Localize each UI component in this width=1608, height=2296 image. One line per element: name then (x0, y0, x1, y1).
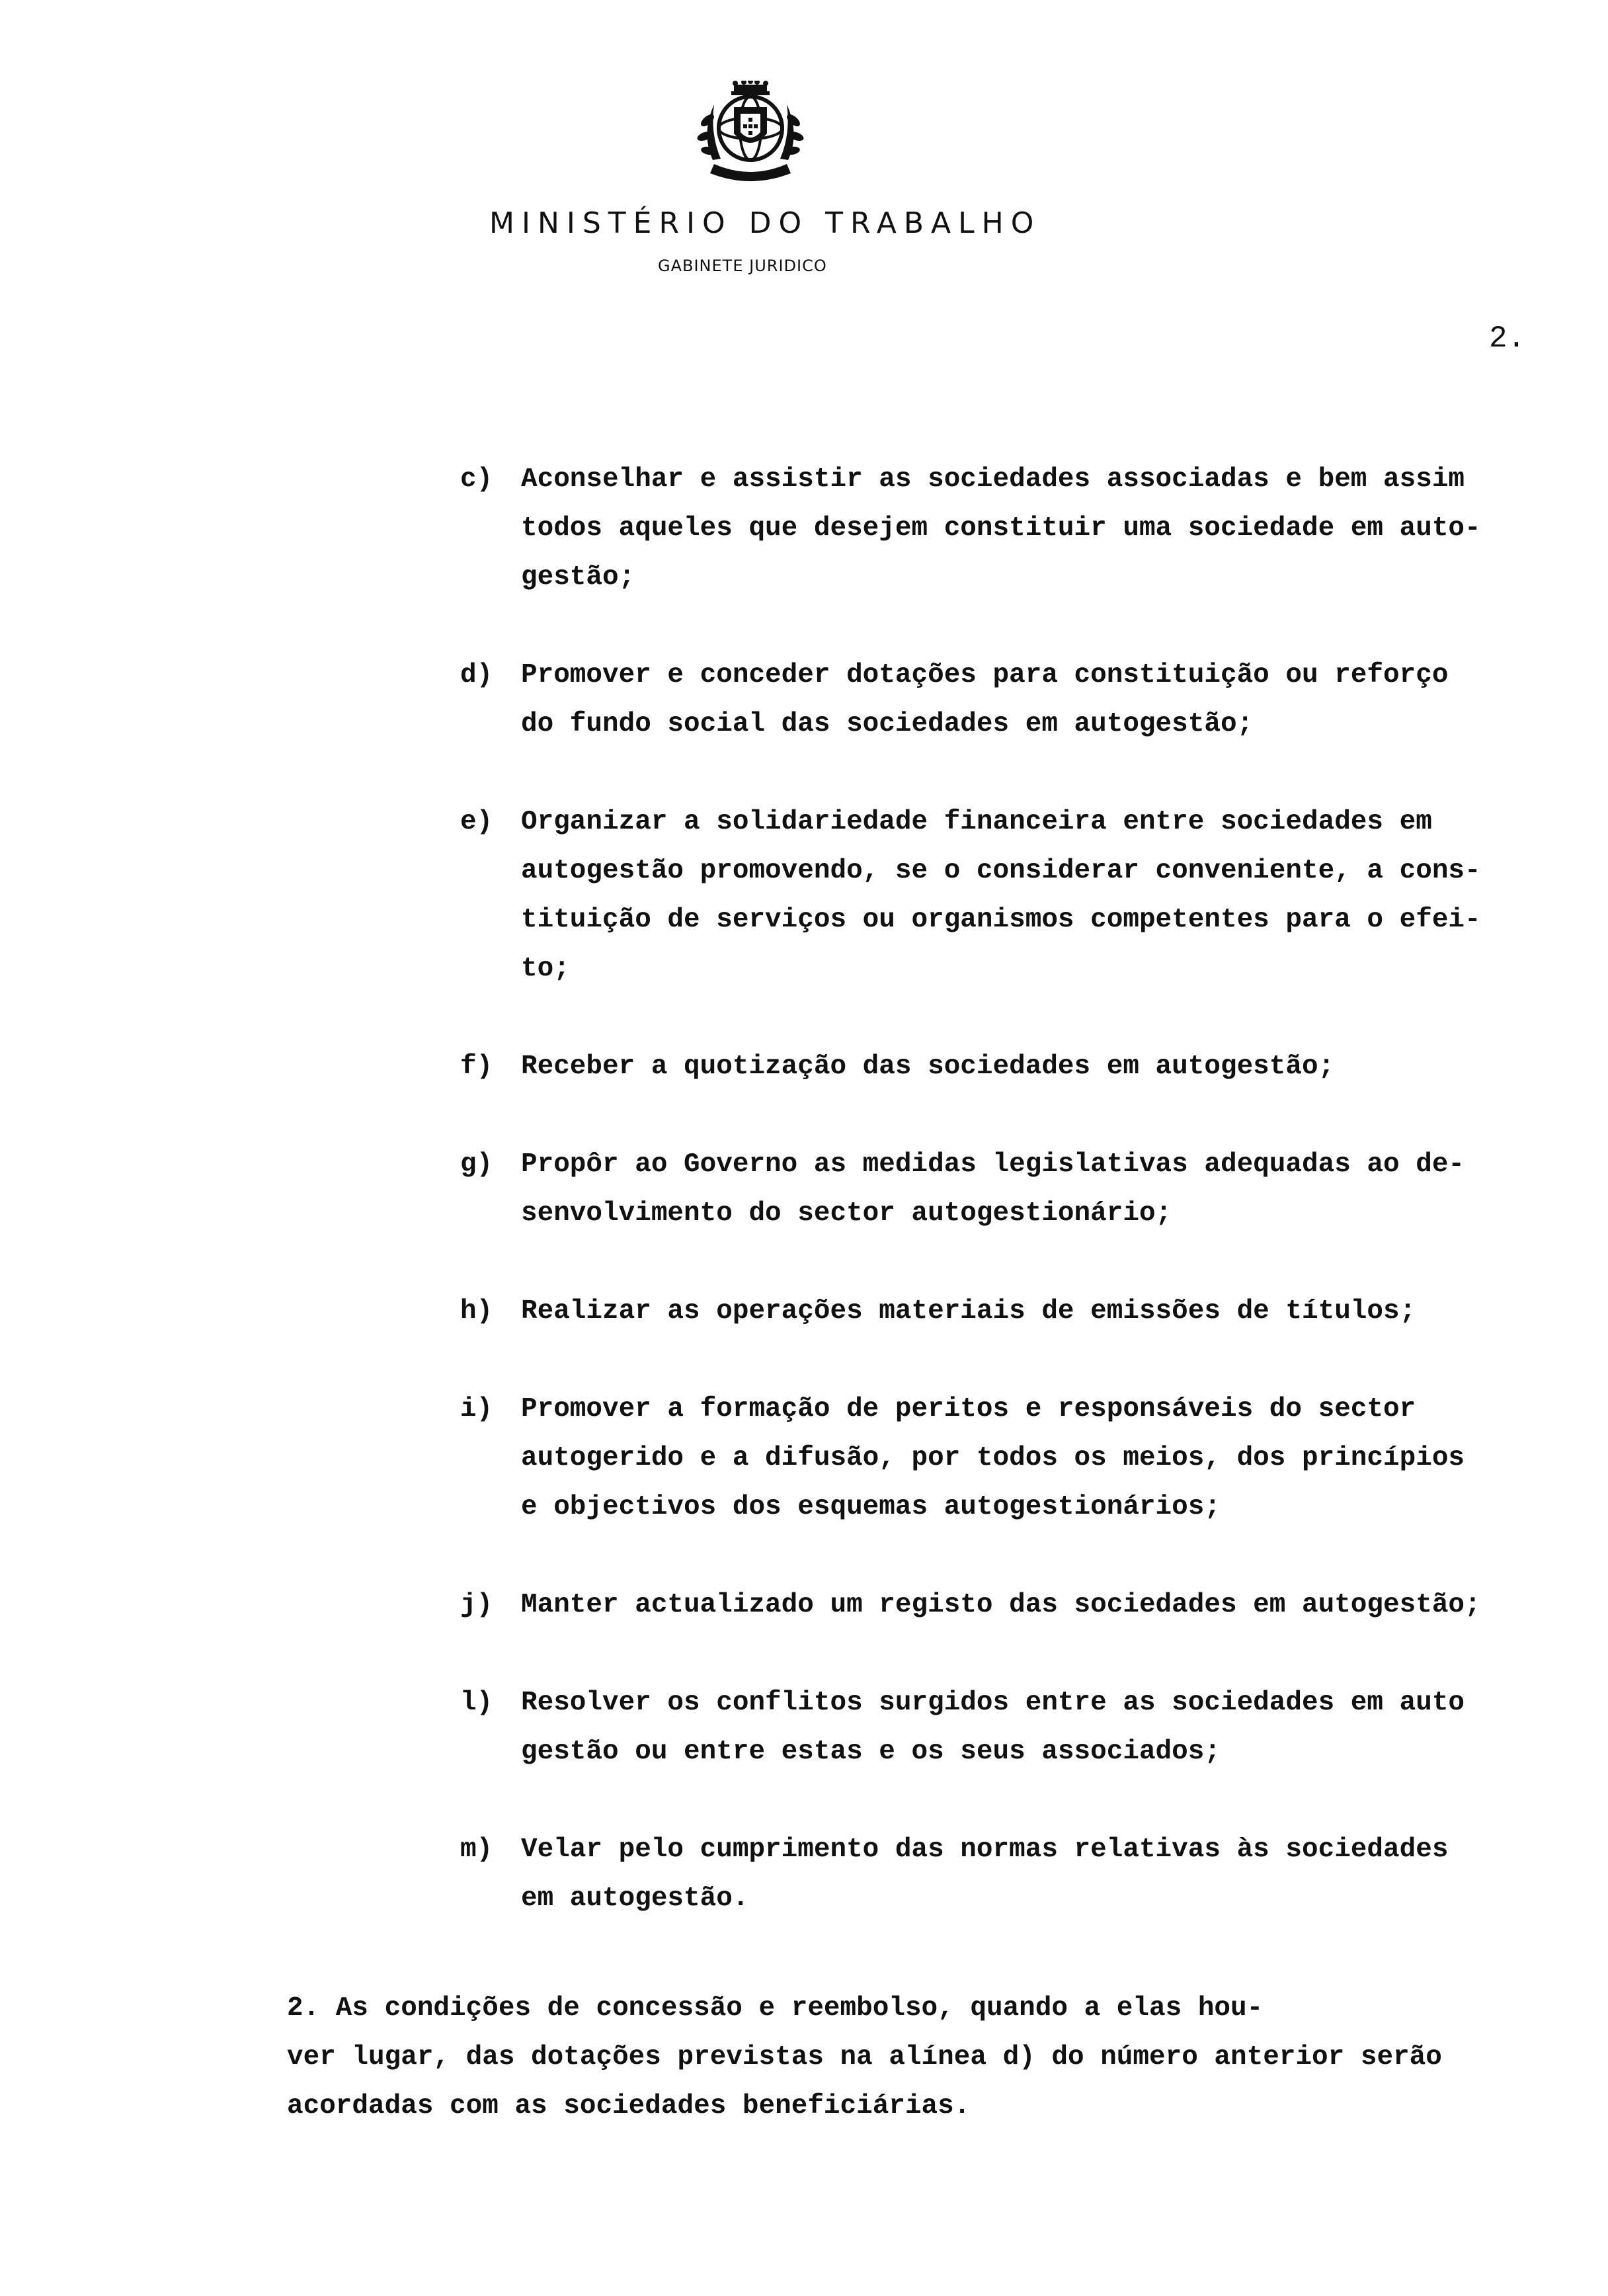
list-item-j (460, 1580, 1591, 1629)
item-text: Promover a formação de peritos e responsáveis do sector autogerido e a difusão, por todos os meios, dos princípios e objectivos dos esquemas autogestionários; (521, 1394, 1465, 1522)
item-text: Promover e conceder dotações para constituição ou reforço do fundo social das sociedades em autogestão; (521, 660, 1449, 739)
item-marker: l) (460, 1688, 493, 1718)
item-text: Propôr ao Governo as medidas legislativas adequadas ao de- senvolvimento do sector autogestionário; (521, 1149, 1465, 1229)
item-text: Velar pelo cumprimento das normas relativas às sociedades em autogestão. (521, 1834, 1449, 1914)
item-text: Aconselhar e assistir as sociedades associadas e bem assim todos aqueles que desejem constituir uma sociedade em auto- gestão; (521, 464, 1481, 593)
list-item-e (460, 798, 1591, 993)
list-item-i (460, 1385, 1591, 1532)
item-text: Resolver os conflitos surgidos entre as sociedades em auto gestão ou entre estas e os seus associados; (521, 1688, 1465, 1767)
item-text: Realizar as operações materiais de emissões de títulos; (521, 1296, 1416, 1327)
item-marker: f) (460, 1051, 493, 1082)
ministry-title: MINISTÉRIO DO TRABALHO (489, 206, 1041, 240)
item-marker: e) (460, 807, 493, 837)
coat-of-arms-icon (688, 81, 813, 186)
item-marker: m) (460, 1834, 493, 1865)
item-marker: h) (460, 1296, 493, 1327)
list-item-m (460, 1825, 1591, 1923)
list-item-l (460, 1678, 1591, 1776)
article-items-list (460, 455, 1591, 1972)
list-item-g (460, 1140, 1591, 1238)
page-number: 2. (1489, 321, 1526, 356)
item-marker: j) (460, 1590, 493, 1620)
department-subtitle: GABINETE JURIDICO (658, 257, 827, 275)
item-text: Organizar a solidariedade financeira entre sociedades em autogestão promovendo, se o considerar conveniente, a cons- tituição de serviços ou organismos competentes para o efei- to; (521, 807, 1481, 984)
item-marker: d) (460, 660, 493, 690)
paragraph-2: 2. As condições de concessão e reembolso, quando a elas hou- ver lugar, das dotações previstas na alínea d) do número anterior serão acordadas com as sociedades beneficiárias. (287, 1993, 1442, 2121)
item-text: Receber a quotização das sociedades em autogestão; (521, 1051, 1335, 1082)
list-item-d (460, 651, 1591, 749)
item-text: Manter actualizado um registo das sociedades em autogestão; (521, 1590, 1481, 1620)
item-marker: g) (460, 1149, 493, 1180)
list-item-h (460, 1287, 1591, 1336)
list-item-c (460, 455, 1591, 602)
item-marker: i) (460, 1394, 493, 1424)
list-item-f (460, 1042, 1591, 1091)
item-marker: c) (460, 464, 493, 495)
